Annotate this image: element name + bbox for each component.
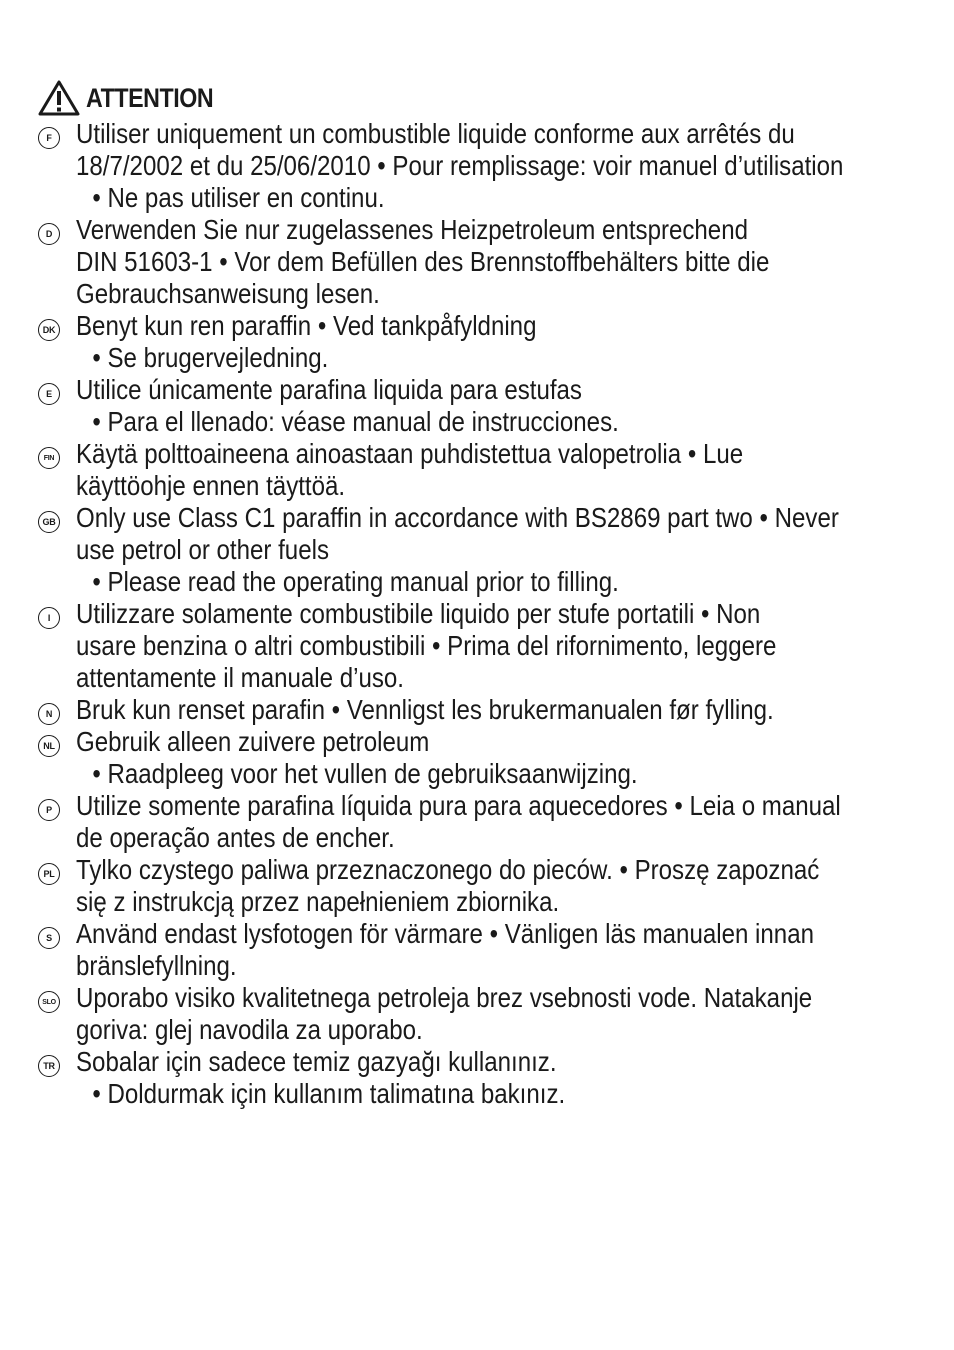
language-entry-nl (38, 726, 918, 790)
entry-text-line: • Se brugervejledning. (92, 342, 329, 373)
language-entry-n (38, 694, 918, 726)
country-code-slo-icon: SLO (38, 991, 60, 1013)
country-code-p-icon: P (38, 799, 60, 821)
entry-text-line: • Raadpleeg voor het vullen de gebruiksaanwijzing. (92, 758, 638, 789)
country-code-pl-icon: PL (38, 863, 60, 885)
language-entry-slo (38, 982, 918, 1046)
entry-text-line: • Doldurmak için kullanım talimatına bakınız. (92, 1078, 566, 1109)
country-code-gb-icon: GB (38, 511, 60, 533)
entry-text-line: • Ne pas utiliser en continu. (92, 182, 385, 213)
entry-text-line: Only use Class C1 paraffin in accordance with BS2869 part two • Never (76, 502, 839, 533)
attention-title: ATTENTION (86, 82, 214, 113)
entry-text-line: Utilizzare solamente combustibile liquido per stufe portatili • Non (76, 598, 761, 629)
entry-text-line: Använd endast lysfotogen för värmare • Vänligen läs manualen innan (76, 918, 814, 949)
country-code-dk-icon: DK (38, 319, 60, 341)
entry-text-line: Sobalar için sadece temiz gazyağı kullanınız. (76, 1046, 557, 1077)
entry-text-line: Gebrauchsanweisung lesen. (76, 278, 380, 309)
entry-text-line: 18/7/2002 et du 25/06/2010 • Pour remplissage: voir manuel d’utilisation (76, 150, 844, 181)
country-code-i-icon: I (38, 607, 60, 629)
country-code-n-icon: N (38, 703, 60, 725)
entry-text-line: goriva: glej navodila za uporabo. (76, 1014, 423, 1045)
language-entry-tr (38, 1046, 918, 1110)
language-entries (38, 118, 918, 1110)
entry-text-line: Gebruik alleen zuivere petroleum (76, 726, 430, 757)
entry-text-line: Uporabo visiko kvalitetnega petroleja brez vsebnosti vode. Natakanje (76, 982, 813, 1013)
entry-text-line: Bruk kun renset parafin • Vennligst les brukermanualen før fylling. (76, 694, 774, 725)
language-entry-f (38, 118, 918, 214)
entry-text-line: • Please read the operating manual prior to filling. (92, 566, 619, 597)
language-entry-dk (38, 310, 918, 374)
entry-text-line: • Para el llenado: véase manual de instrucciones. (92, 406, 619, 437)
entry-text-line: Utiliser uniquement un combustible liquide conforme aux arrêtés du (76, 118, 795, 149)
language-entry-pl (38, 854, 918, 918)
entry-text-line: się z instrukcją przez napełnieniem zbiornika. (76, 886, 560, 917)
language-entry-p (38, 790, 918, 854)
country-code-nl-icon: NL (38, 735, 60, 757)
entry-text-line: bränslefyllning. (76, 950, 237, 981)
entry-text-line: attentamente il manuale d’uso. (76, 662, 404, 693)
entry-text-line: use petrol or other fuels (76, 534, 329, 565)
language-entry-fin (38, 438, 918, 502)
entry-text-line: de operação antes de encher. (76, 822, 395, 853)
entry-text-line: Käytä polttoaineena ainoastaan puhdistettua valopetrolia • Lue (76, 438, 744, 469)
entry-text-line: Utilice únicamente parafina liquida para estufas (76, 374, 582, 405)
language-entry-e (38, 374, 918, 438)
entry-text-line: käyttöohje ennen täyttöä. (76, 470, 346, 501)
entry-text-line: usare benzina o altri combustibili • Prima del rifornimento, leggere (76, 630, 777, 661)
attention-heading (38, 78, 918, 118)
language-entry-i (38, 598, 918, 694)
country-code-tr-icon: TR (38, 1055, 60, 1077)
entry-text-line: Benyt kun ren paraffin • Ved tankpåfyldning (76, 310, 537, 341)
country-code-fin-icon: FIN (38, 447, 60, 469)
entry-text-line: Utilize somente parafina líquida pura para aquecedores • Leia o manual (76, 790, 841, 821)
warning-triangle-icon (38, 80, 80, 116)
country-code-e-icon: E (38, 383, 60, 405)
country-code-s-icon: S (38, 927, 60, 949)
attention-notice (38, 78, 918, 1110)
language-entry-gb (38, 502, 918, 598)
entry-text-line: Tylko czystego paliwa przeznaczonego do pieców. • Proszę zapoznać (76, 854, 820, 885)
country-code-f-icon: F (38, 127, 60, 149)
language-entry-s (38, 918, 918, 982)
entry-text-line: DIN 51603-1 • Vor dem Befüllen des Brennstoffbehälters bitte die (76, 246, 770, 277)
country-code-d-icon: D (38, 223, 60, 245)
entry-text-line: Verwenden Sie nur zugelassenes Heizpetroleum entsprechend (76, 214, 748, 245)
language-entry-d (38, 214, 918, 310)
